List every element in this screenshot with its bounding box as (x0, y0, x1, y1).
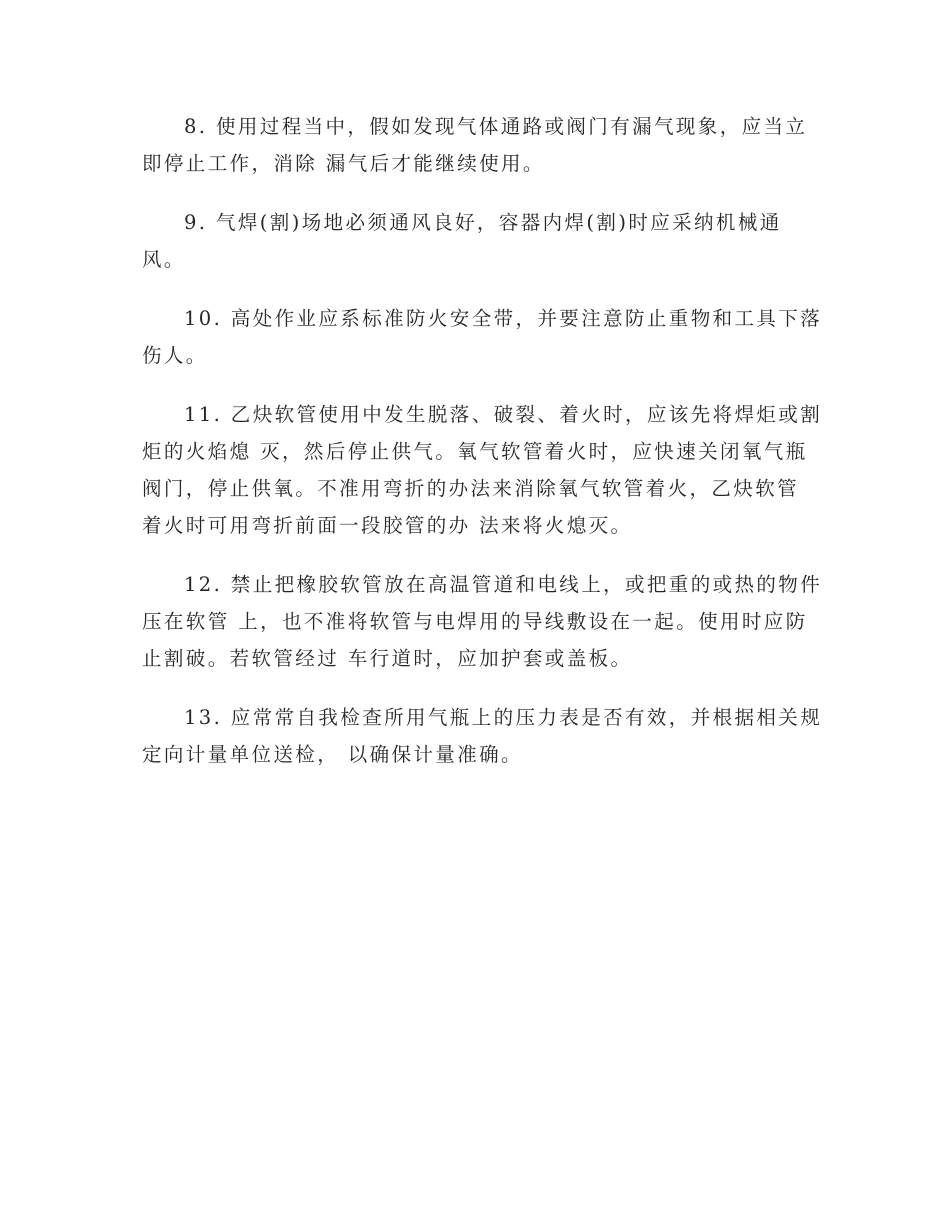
paragraph-line: 阀门，停止供氧。不准用弯折的办法来消除氧气软管着火，乙炔软管 (142, 477, 800, 500)
paragraph-item-10 (142, 300, 823, 374)
paragraph-line: 即停止工作，消除 漏气后才能继续使用。 (142, 152, 545, 175)
paragraph-line: 炬的火焰熄 灭，然后停止供气。氧气软管着火时，应快速关闭氧气瓶 (142, 440, 808, 463)
paragraph-line: 11. 乙炔软管使用中发生脱落、破裂、着火时，应该先将焊炬或割 (184, 403, 823, 426)
paragraph-item-13 (142, 699, 823, 773)
paragraph-line: 着火时可用弯折前面一段胶管的办 法来将火熄灭。 (142, 514, 633, 537)
paragraph-line: 风。 (142, 248, 186, 271)
paragraph-line: 9. 气焊(割)场地必须通风良好，容器内焊(割)时应采纳机械通 (184, 211, 782, 234)
paragraph-line: 定向计量单位送检， 以确保计量准确。 (142, 743, 523, 766)
paragraph-line: 13. 应常常自我检查所用气瓶上的压力表是否有效，并根据相关规 (184, 706, 823, 729)
paragraph-item-9 (142, 204, 812, 278)
paragraph-line: 止割破。若软管经过 车行道时，应加护套或盖板。 (142, 647, 633, 670)
paragraph-item-11 (142, 396, 823, 544)
paragraph-line: 10. 高处作业应系标准防火安全带，并要注意防止重物和工具下落 (184, 307, 823, 330)
paragraph-item-12 (142, 566, 823, 677)
document-body (142, 108, 823, 795)
paragraph-line: 12. 禁止把橡胶软管放在高温管道和电线上，或把重的或热的物件 (184, 573, 823, 596)
paragraph-item-8 (142, 108, 812, 182)
paragraph-line: 伤人。 (142, 344, 208, 367)
paragraph-line: 8. 使用过程当中，假如发现气体通路或阀门有漏气现象，应当立 (184, 115, 808, 138)
paragraph-line: 压在软管 上，也不准将软管与电焊用的导线敷设在一起。使用时应防 (142, 610, 808, 633)
